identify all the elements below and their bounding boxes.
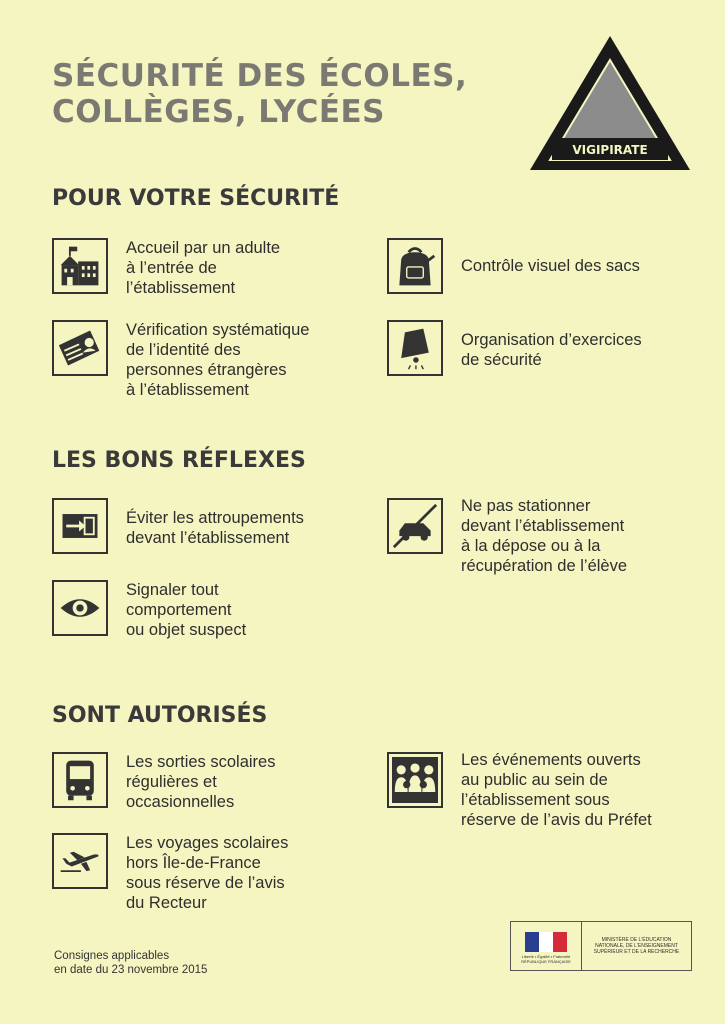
footer-note: Consignes applicables en date du 23 novembre 2015: [54, 950, 208, 976]
section-title-reflexes: LES BONS RÉFLEXES: [52, 448, 306, 473]
ministry-name: MINISTÈRE DE L'ÉDUCATION NATIONALE, DE L'ENSEIGNEMENT SUPÉRIEUR ET DE LA RECHERCHE: [593, 937, 680, 955]
section-title-securite: POUR VOTRE SÉCURITÉ: [52, 186, 340, 211]
id-card-icon: [52, 320, 108, 376]
list-item: [387, 238, 640, 294]
list-item: [52, 498, 304, 554]
list-item: [387, 752, 652, 830]
section-title-autorises: SONT AUTORISÉS: [52, 703, 268, 728]
item-text: Contrôle visuel des sacs: [461, 257, 640, 275]
list-item: [387, 320, 642, 376]
vigipirate-triangle-icon: [528, 34, 692, 172]
item-text: Accueil par un adulte à l’entrée de l’établissement: [126, 239, 281, 297]
list-item: [52, 580, 246, 640]
school-building-icon: [52, 238, 108, 294]
item-text: Organisation d’exercices de sécurité: [461, 331, 642, 369]
list-item: [52, 833, 288, 913]
bag-icon: [387, 238, 443, 294]
ministry-logo: [510, 921, 692, 971]
alarm-bell-icon: [387, 320, 443, 376]
list-item: [52, 752, 275, 812]
item-text: Les événements ouverts au public au sein de l’établissement sous réserve de l’avis du Préfet: [461, 751, 652, 829]
page-title: [52, 58, 467, 130]
marianne-logo: [511, 922, 582, 970]
title-line-1: SÉCURITÉ DES ÉCOLES,: [52, 58, 468, 94]
item-text: Signaler tout comportement ou objet suspect: [126, 581, 247, 639]
flag-icon: [525, 932, 567, 952]
item-text: Éviter les attroupements devant l’établissement: [126, 509, 304, 547]
airplane-icon: [52, 833, 108, 889]
item-text: Les voyages scolaires hors Île-de-France sous réserve de l’avis du Recteur: [126, 834, 289, 912]
list-item: [52, 320, 309, 400]
title-line-2: COLLÈGES, LYCÉES: [52, 94, 386, 130]
vigipirate-label: VIGIPIRATE: [572, 143, 648, 157]
item-text: Ne pas stationner devant l’établissement à la dépose ou à la récupération de l’élève: [461, 497, 628, 575]
list-item: [387, 498, 627, 576]
republic-motto: Liberté • Égalité • Fraternité RÉPUBLIQUE FRANÇAISE: [521, 954, 571, 964]
people-group-icon: [387, 752, 443, 808]
list-item: [52, 238, 280, 298]
item-text: Les sorties scolaires régulières et occasionnelles: [126, 753, 276, 811]
bus-icon: [52, 752, 108, 808]
arrow-exit-icon: [52, 498, 108, 554]
no-parking-car-icon: [387, 498, 443, 554]
eye-icon: [52, 580, 108, 636]
item-text: Vérification systématique de l’identité des personnes étrangères à l’établissement: [126, 321, 310, 399]
